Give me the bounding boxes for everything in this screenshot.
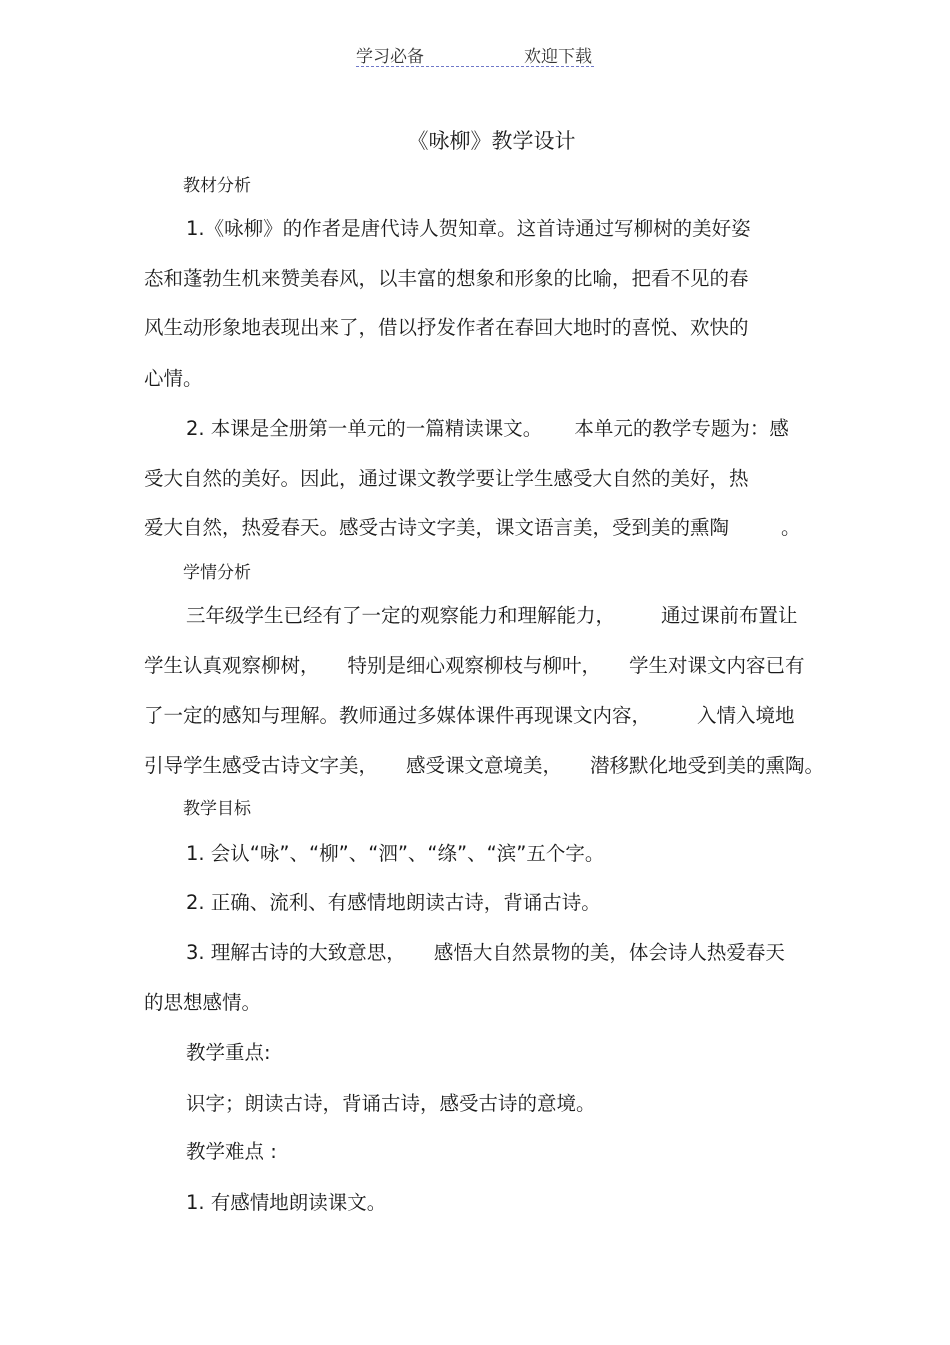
header-right-text: 欢迎下载	[524, 47, 592, 67]
section-key-heading: 教学重点:	[186, 1041, 271, 1064]
learner-line1-a: 三年级学生已经有了一定的观察能力和理解能力，	[186, 604, 616, 627]
learner-line2-b: 特别是细心观察柳枝与柳叶，	[347, 654, 602, 677]
document-title: 《咏柳》教学设计	[407, 129, 576, 153]
learner-line2	[144, 654, 805, 678]
material-p2-line3	[144, 516, 801, 540]
learner-line4	[144, 754, 824, 778]
material-p1-line2: 态和蓬勃生机来赞美春风，以丰富的想象和形象的比喻，把看不见的春	[144, 267, 749, 290]
section-learner-heading: 学情分析	[183, 563, 251, 583]
goal-item-3	[186, 941, 785, 965]
material-p1-line4: 心情。	[144, 367, 203, 390]
material-p2-line2: 受大自然的美好。因此，通过课文教学要让学生感受大自然的美好，热	[144, 467, 749, 490]
section-difficult-heading: 教学难点 :	[186, 1140, 277, 1163]
learner-line2-a: 学生认真观察柳树，	[144, 654, 320, 677]
material-p1-line1: 1.《咏柳》的作者是唐代诗人贺知章。这首诗通过写柳树的美好姿	[186, 217, 751, 240]
learner-line4-c: 潜移默化地受到美的熏陶。	[590, 754, 825, 777]
section-goals-heading: 教学目标	[183, 799, 251, 819]
learner-line2-c: 学生对课文内容已有	[629, 654, 805, 677]
learner-line4-b: 感受课文意境美，	[406, 754, 563, 777]
material-p1-line3: 风生动形象地表现出来了，借以抒发作者在春回大地时的喜悦、欢快的	[144, 316, 749, 339]
goal-item-3-cont: 的思想感情。	[144, 991, 262, 1014]
material-p2-line1	[186, 417, 789, 441]
material-p2-line1-a: 2. 本课是全册第一单元的一篇精读课文。	[186, 417, 543, 440]
material-p2-line3-a: 爱大自然，热爱春天。感受古诗文字美，课文语言美，受到美的熏陶	[144, 516, 730, 539]
learner-line3-a: 了一定的感知与理解。教师通过多媒体课件再现课文内容，	[144, 704, 652, 727]
material-p2-line1-b: 本单元的教学专题为：感	[574, 417, 789, 440]
section-material-heading: 教材分析	[183, 176, 251, 196]
goal-item-1: 1. 会认“咏”、“柳”、“泗”、“绦”、“滨”五个字。	[186, 842, 605, 865]
goal-item-2: 2. 正确、流利、有感情地朗读古诗，背诵古诗。	[186, 891, 601, 914]
difficult-item-1: 1. 有感情地朗读课文。	[186, 1191, 387, 1214]
learner-line3	[144, 704, 795, 728]
header-left-text: 学习必备	[356, 47, 424, 67]
page-header	[356, 40, 594, 67]
key-text: 识字；朗读古诗，背诵古诗，感受古诗的意境。	[186, 1092, 596, 1115]
goal-item-3-b: 感悟大自然景物的美，体会诗人热爱春天	[433, 941, 785, 964]
learner-line3-b: 入情入境地	[697, 704, 795, 727]
learner-line1-b: 通过课前布置让	[661, 604, 798, 627]
material-p2-line3-b: 。	[781, 516, 801, 539]
learner-line1	[186, 604, 798, 628]
goal-item-3-a: 3. 理解古诗的大致意思，	[186, 941, 406, 964]
learner-line4-a: 引导学生感受古诗文字美，	[144, 754, 379, 777]
